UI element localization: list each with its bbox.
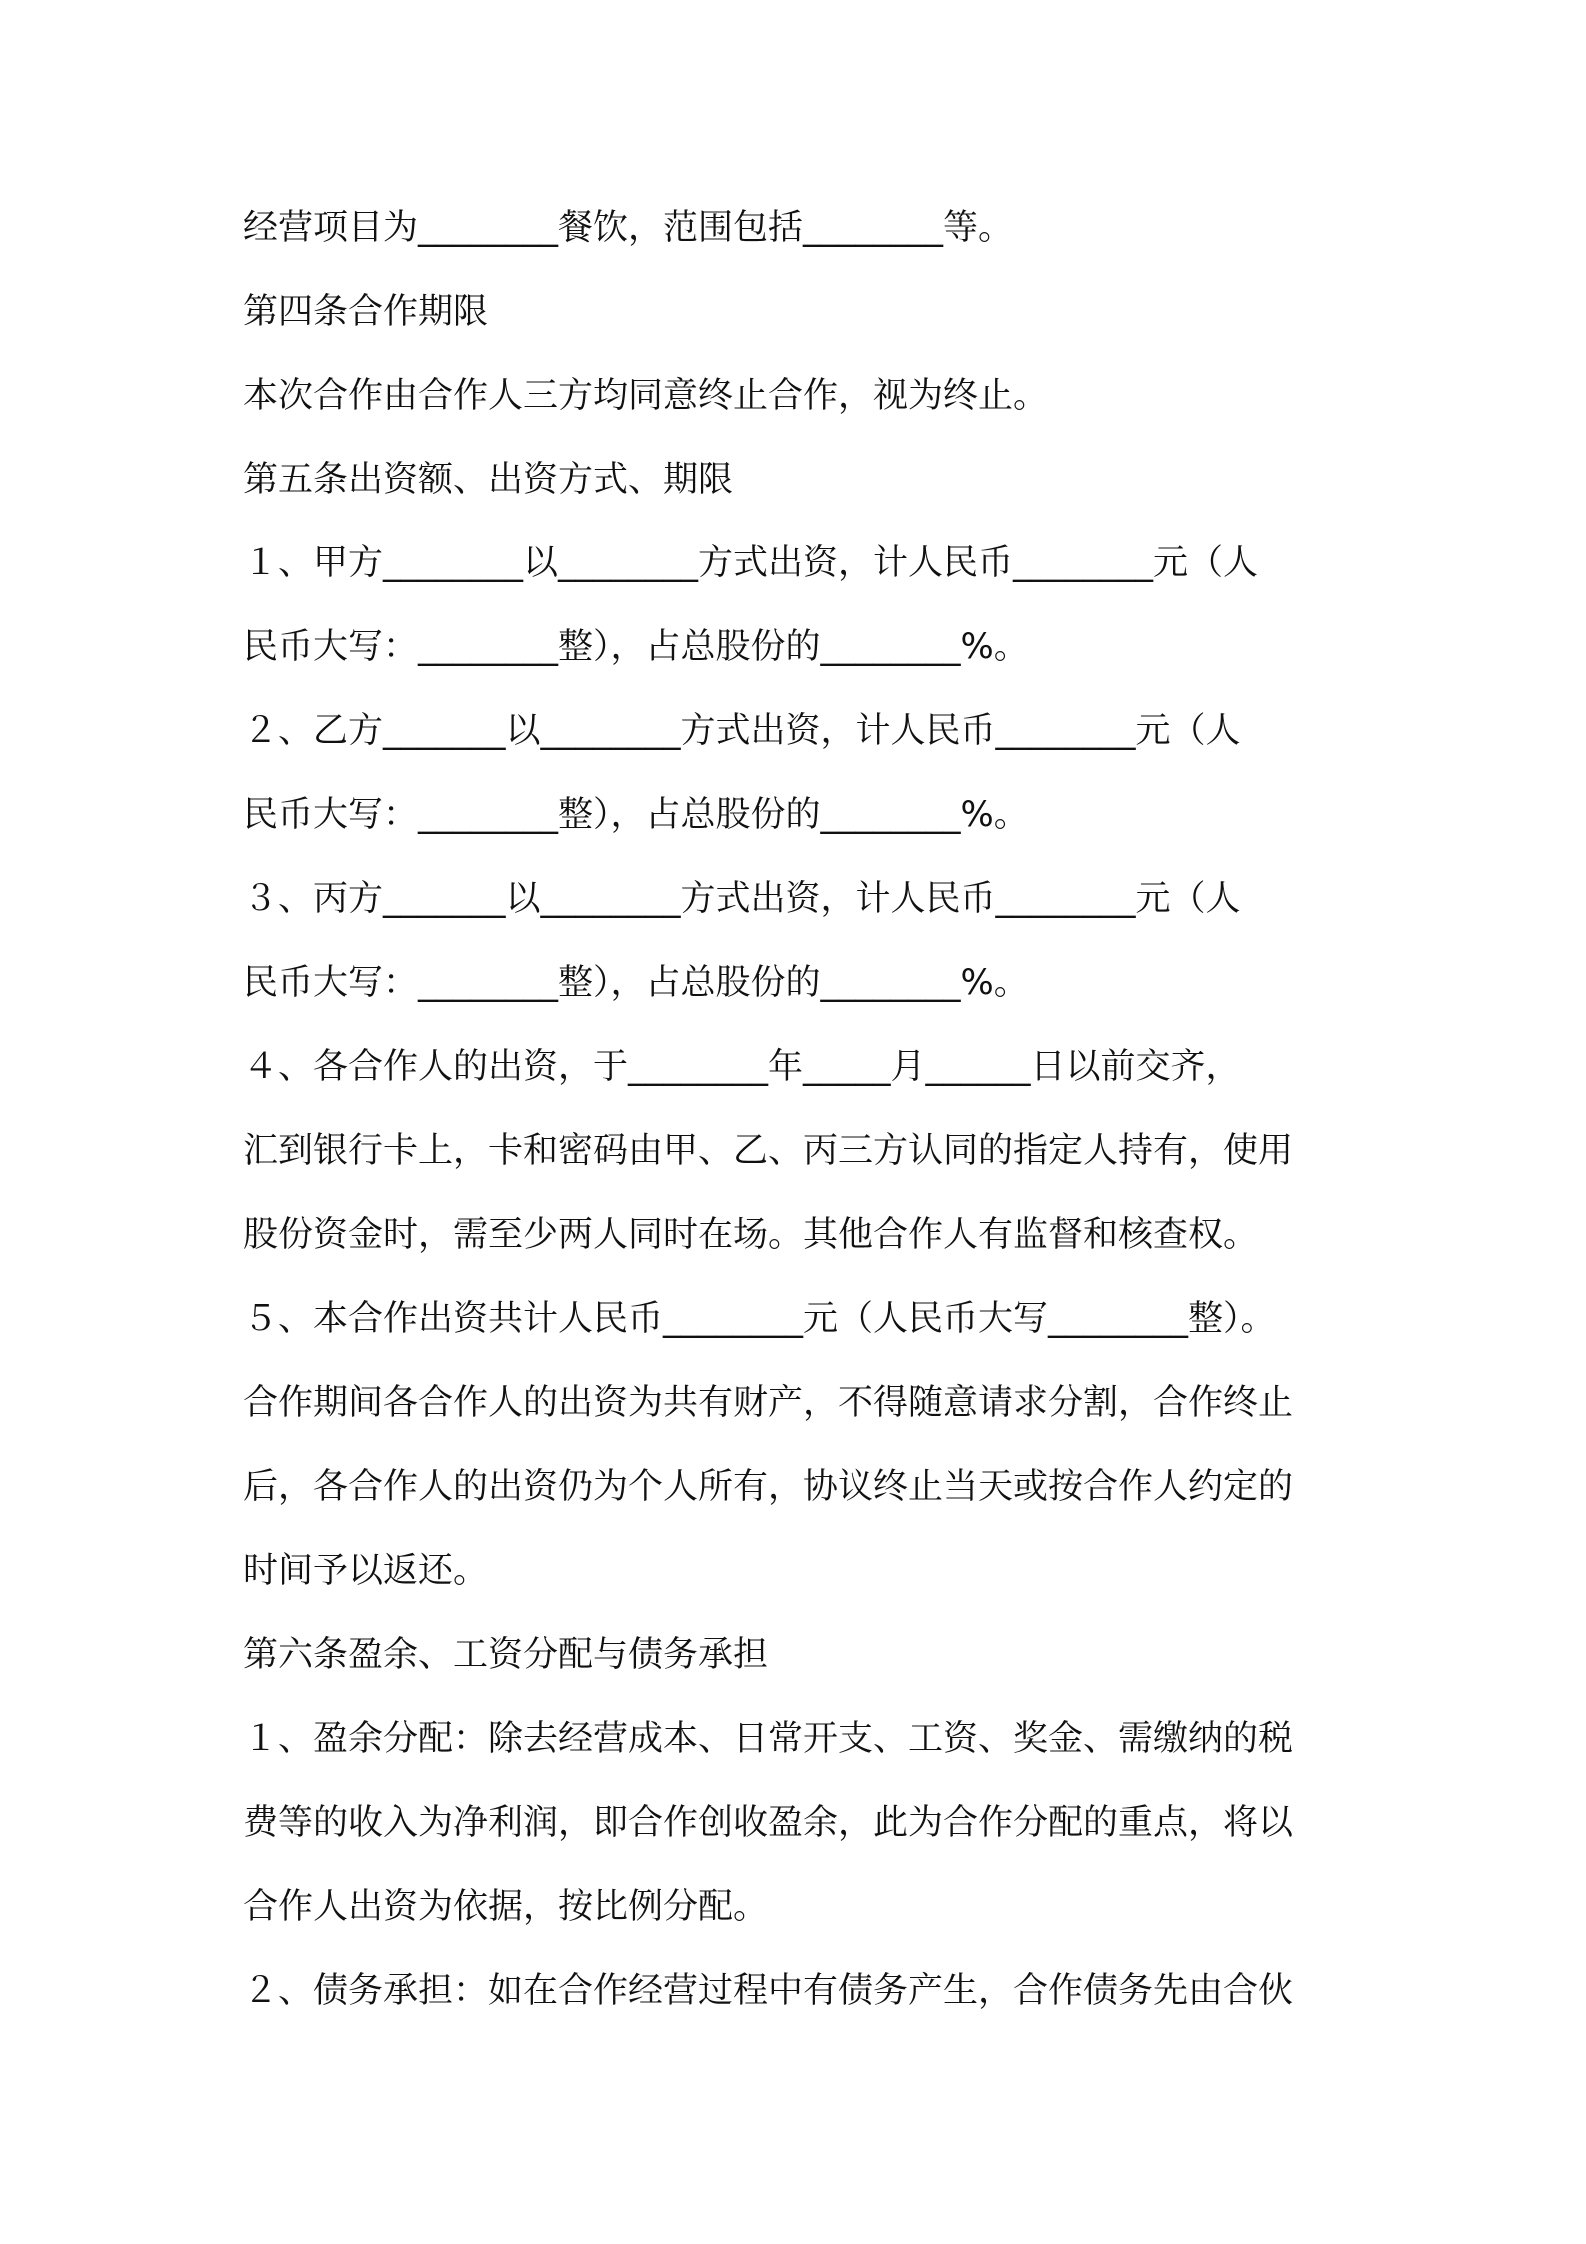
contribution-deadline-line-1: ４、各合作人的出资，于________年_____月______日以前交齐， xyxy=(243,1047,1241,1087)
party-b-line-2: 民币大写：________整），占总股份的________%。 xyxy=(243,795,1029,835)
article-4-heading: 第四条合作期限 xyxy=(243,292,489,332)
article-6-heading: 第六条盈余、工资分配与债务承担 xyxy=(243,1635,769,1675)
surplus-distribution-line-1: １、盈余分配：除去经营成本、日常开支、工资、奖金、需缴纳的税 xyxy=(243,1719,1294,1759)
article-4-text: 本次合作由合作人三方均同意终止合作，视为终止。 xyxy=(243,376,1049,416)
total-contribution-line: ５、本合作出资共计人民币________元（人民币大写________整）。 xyxy=(243,1299,1276,1339)
party-a-line-1: １、甲方________以________方式出资，计人民币________元（人 xyxy=(243,543,1259,583)
shared-property-line-1: 合作期间各合作人的出资为共有财产，不得随意请求分割，合作终止 xyxy=(243,1383,1294,1423)
surplus-distribution-line-2: 费等的收入为净利润，即合作创收盈余，此为合作分配的重点，将以 xyxy=(243,1803,1294,1843)
party-b-line-1: ２、乙方_______以________方式出资，计人民币________元（人 xyxy=(243,711,1241,751)
shared-property-line-2: 后，各合作人的出资仍为个人所有，协议终止当天或按合作人约定的 xyxy=(243,1467,1294,1507)
debt-liability-line-1: ２、债务承担：如在合作经营过程中有债务产生，合作债务先由合伙 xyxy=(243,1971,1294,2011)
shared-property-line-3: 时间予以返还。 xyxy=(243,1551,489,1591)
party-c-line-1: ３、丙方_______以________方式出资，计人民币________元（人 xyxy=(243,879,1241,919)
party-c-line-2: 民币大写：________整），占总股份的________%。 xyxy=(243,963,1029,1003)
contribution-deadline-line-2: 汇到银行卡上，卡和密码由甲、乙、丙三方认同的指定人持有，使用 xyxy=(243,1131,1294,1171)
article-5-heading: 第五条出资额、出资方式、期限 xyxy=(243,460,734,500)
business-scope-line: 经营项目为________餐饮，范围包括________等。 xyxy=(243,208,1014,248)
contribution-deadline-line-3: 股份资金时，需至少两人同时在场。其他合作人有监督和核查权。 xyxy=(243,1215,1259,1255)
surplus-distribution-line-3: 合作人出资为依据，按比例分配。 xyxy=(243,1887,769,1927)
party-a-line-2: 民币大写：________整），占总股份的________%。 xyxy=(243,627,1029,667)
